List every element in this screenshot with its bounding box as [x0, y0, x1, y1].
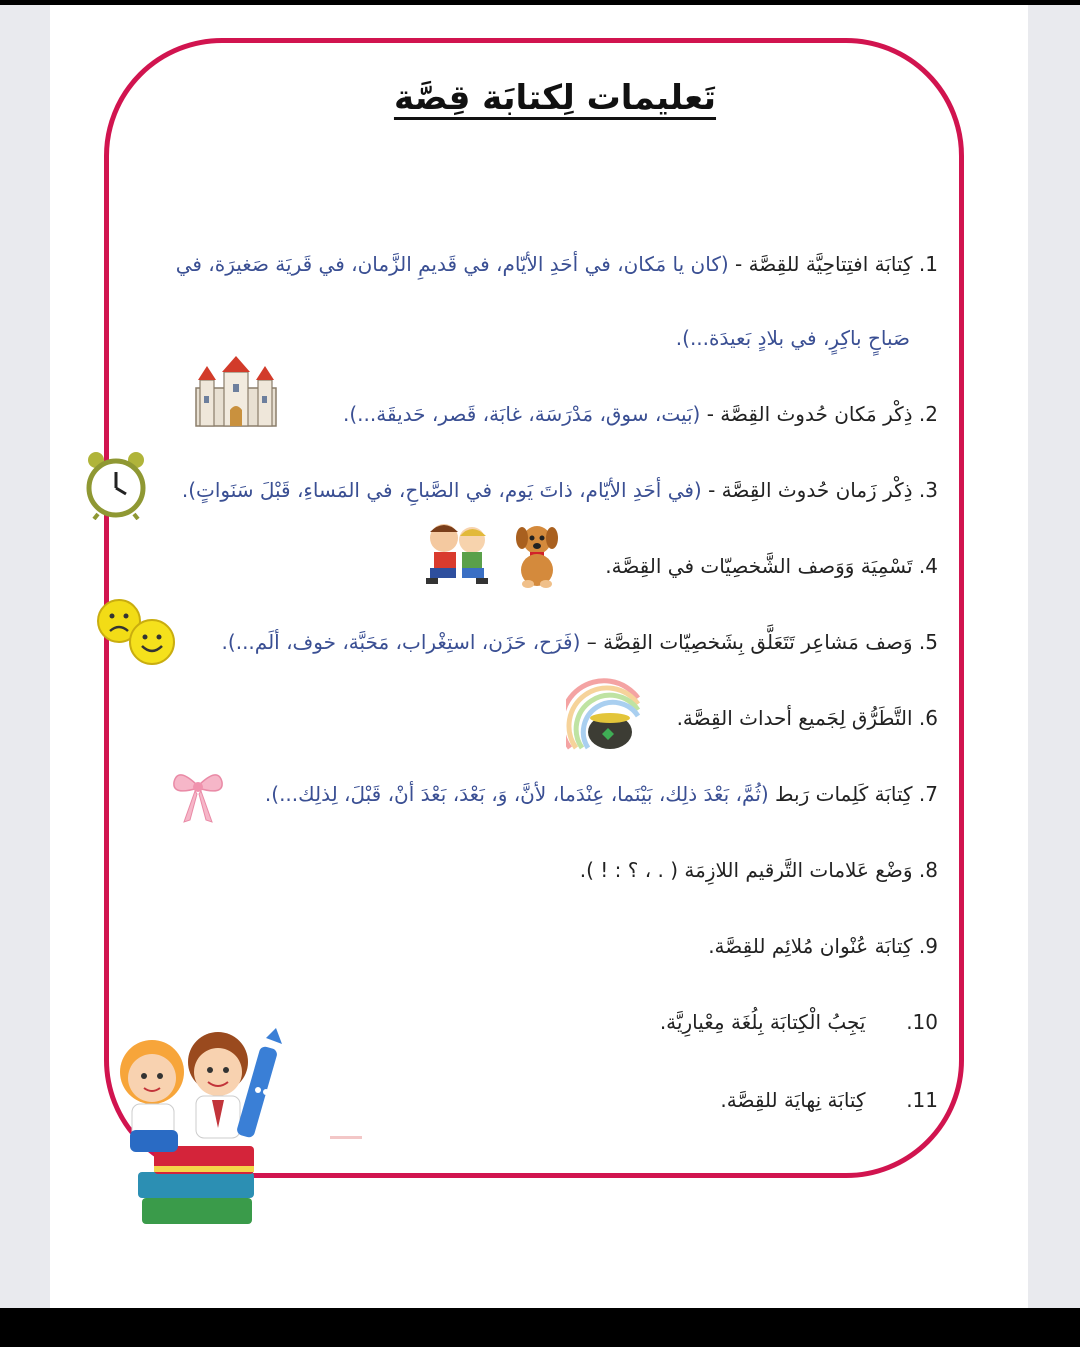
item-number: 2. — [918, 402, 938, 426]
item-number: 10. — [906, 1010, 938, 1034]
item-text: وَصف مَشاعِر تَتَعَلَّق بِشَخصِيّات القِصَّة – — [580, 630, 913, 654]
faint-watermark — [330, 1136, 362, 1139]
running-kids-icon — [418, 516, 500, 588]
rounded-frame — [104, 38, 964, 1178]
item-number: 3. — [918, 478, 938, 502]
list-item-10 — [660, 1010, 938, 1034]
item-text: تَسْمِيَة وَوَصف الشَّخصِيّات في القِصَّة. — [605, 554, 913, 578]
bottom-black-bar — [0, 1308, 1080, 1347]
item-example: (كان يا مَكان، في أحَدِ الأيّام، في قَديمِ الزَّمان، في قَريَة صَغيرَة، في — [175, 252, 729, 276]
smiley-face-icon — [128, 618, 176, 666]
list-item-1 — [176, 252, 938, 276]
item-text: التَّطَرُّق لِجَميع أحداث القِصَّة. — [676, 706, 913, 730]
list-item-11 — [720, 1088, 938, 1112]
item-text: يَجِبُ الْكِتابَة بِلُغَة مِعْيارِيَّة. — [659, 1010, 866, 1034]
castle-icon — [190, 356, 282, 428]
item-example: (بَيت، سوق، مَدْرَسَة، غابَة، قَصر، حَديقَة...). — [343, 402, 701, 426]
item-example: (ثُمَّ، بَعْدَ ذلِك، بَيْنَما، عِنْدَما، لأنَّ، وَ، بَعْدَ، بَعْدَ أنْ، قَبْلَ، لِذلِك...). — [264, 782, 769, 806]
puppy-icon — [512, 522, 562, 588]
item-text: ذِكْر زَمان حُدوث القِصَّة - — [701, 478, 913, 502]
item-number: 8. — [918, 858, 938, 882]
item-text: كِتابَة كَلِمات رَبط — [768, 782, 913, 806]
item-number: 9. — [918, 934, 938, 958]
kids-on-books-icon — [108, 1020, 290, 1230]
item-text: وَضْع عَلامات التَّرقيم اللازِمَة ( . ، ؟ : ! ). — [579, 858, 913, 882]
item-text: كِتابَة افتِتاحِيَّة للقِصَّة - — [728, 252, 913, 276]
item-example: (فَرَح، حَزَن، استِغْراب، مَحَبَّة، خوف، ألَم...). — [221, 630, 581, 654]
list-item-3 — [182, 478, 938, 502]
item-text: كِتابَة نِهايَة للقِصَّة. — [720, 1088, 866, 1112]
item-example-cont: صَباحٍ باكِرٍ، في بلادٍ بَعيدَة...). — [675, 326, 910, 350]
list-item-8 — [580, 858, 938, 882]
page-title: تَعليمات لِكتابَة قِصَّة — [393, 78, 717, 118]
item-number: 5. — [918, 630, 938, 654]
item-number: 4. — [918, 554, 938, 578]
item-number: 1. — [918, 252, 938, 276]
list-item-7 — [265, 782, 938, 806]
list-item-6 — [677, 706, 938, 730]
list-item-1-continuation — [676, 326, 910, 350]
list-item-2 — [343, 402, 938, 426]
item-text: كِتابَة عُنْوان مُلائِم للقِصَّة. — [708, 934, 913, 958]
item-number: 11. — [906, 1088, 938, 1112]
list-item-5 — [222, 630, 938, 654]
pink-bow-icon — [170, 764, 226, 826]
item-text: ذِكْر مَكان حُدوث القِصَّة - — [700, 402, 913, 426]
item-number: 7. — [918, 782, 938, 806]
item-example: (في أحَدِ الأيّام، ذاتَ يَوم، في الصَّباحِ، في المَساءِ، قَبْلَ سَنَواتٍ). — [181, 478, 702, 502]
item-number: 6. — [918, 706, 938, 730]
alarm-clock-icon — [84, 450, 148, 520]
list-item-4 — [605, 554, 938, 578]
rainbow-pot-icon — [566, 678, 642, 752]
list-item-9 — [708, 934, 938, 958]
